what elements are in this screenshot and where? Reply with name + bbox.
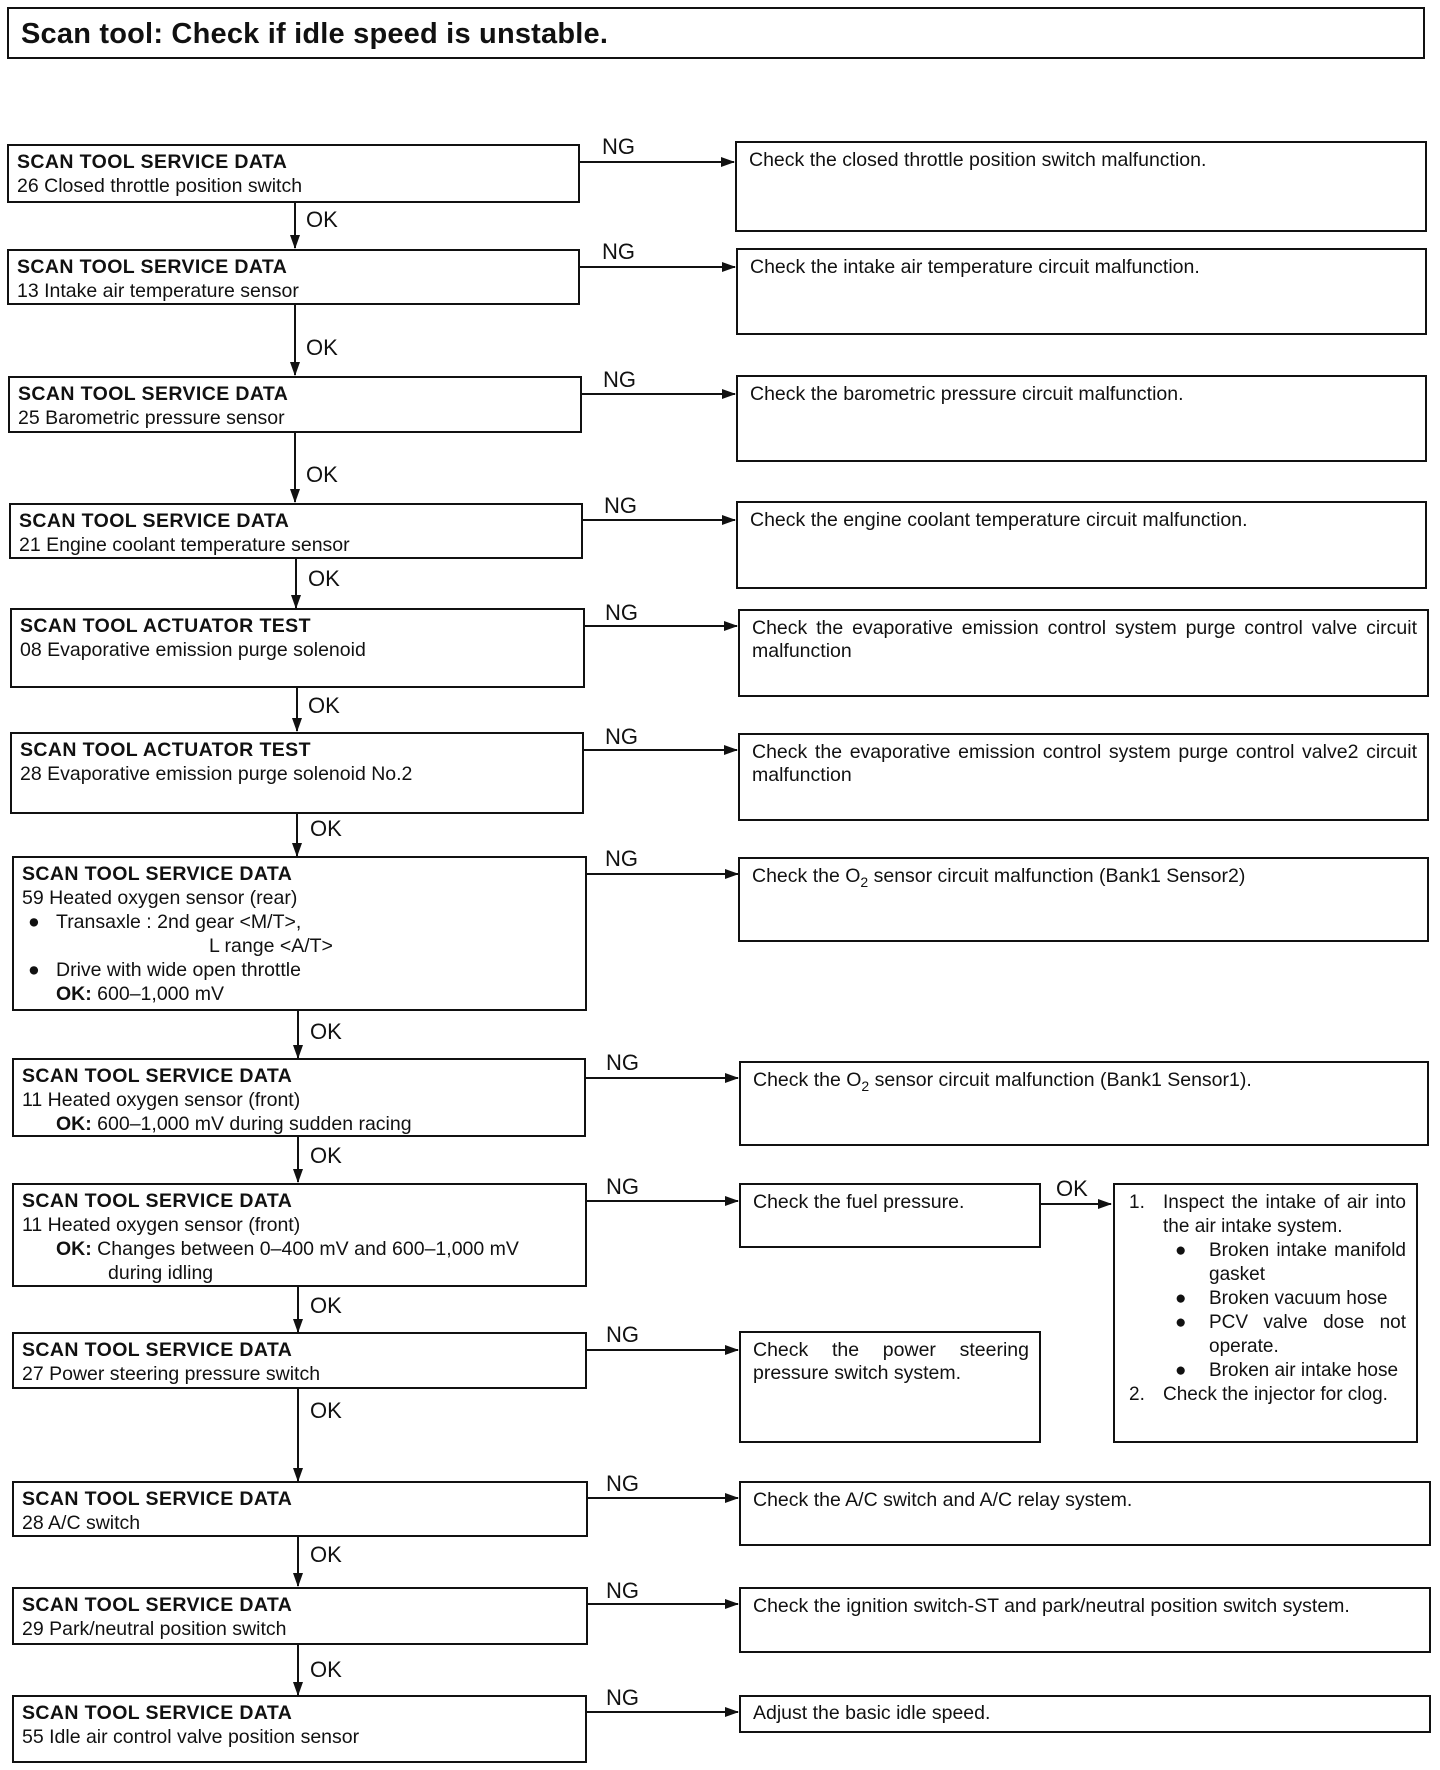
step-header: SCAN TOOL SERVICE DATA — [22, 1488, 293, 1510]
ng-label-8: NG — [606, 1050, 639, 1075]
fuel-ok-action-box — [1113, 1183, 1418, 1443]
result-text: Check the power steering pressure switch system. — [753, 1339, 1029, 1384]
bullet-item-continuation: L range <A/T> — [209, 935, 333, 957]
ok-criterion: OK: 600–1,000 mV during sudden racing — [56, 1113, 412, 1135]
ok-label-12: OK — [310, 1657, 342, 1682]
step-item: 29 Park/neutral position switch — [22, 1618, 287, 1640]
action-item-2: 2. Check the injector for clog. — [1129, 1384, 1388, 1405]
ok-label-2: OK — [306, 335, 338, 360]
bullet-dot-icon: ● — [1175, 1240, 1187, 1261]
step-box-8 — [12, 1058, 586, 1137]
bullet-dot-icon: ● — [1175, 1312, 1187, 1333]
step-item: 21 Engine coolant temperature sensor — [19, 534, 350, 556]
step-header: SCAN TOOL SERVICE DATA — [17, 151, 288, 173]
result-box-13 — [739, 1695, 1431, 1733]
ok-label-7: OK — [310, 1019, 342, 1044]
ok-label-10: OK — [310, 1398, 342, 1423]
result-box-5 — [738, 609, 1429, 697]
action-bullet: ● Broken vacuum hose — [1175, 1288, 1388, 1309]
result-box-7 — [738, 857, 1429, 942]
step-item: 13 Intake air temperature sensor — [17, 280, 299, 302]
result-box-9-fuel-pressure — [739, 1183, 1041, 1248]
ng-label-2: NG — [602, 239, 635, 264]
step-header: SCAN TOOL SERVICE DATA — [17, 256, 288, 278]
step-header: SCAN TOOL SERVICE DATA — [22, 1702, 293, 1724]
action-bullet: ● Broken intake manifold gasket — [1175, 1240, 1406, 1285]
step-box-11 — [12, 1481, 588, 1537]
action-item-1: 1. Inspect the intake of air into the air intake system. — [1129, 1192, 1406, 1237]
ng-label-4: NG — [604, 493, 637, 518]
result-box-1 — [735, 141, 1427, 232]
bullet-dot-icon: ● — [1175, 1288, 1187, 1309]
step-box-1 — [7, 144, 580, 203]
step-header: SCAN TOOL SERVICE DATA — [22, 863, 293, 885]
step-item: 08 Evaporative emission purge solenoid — [20, 639, 366, 661]
ok-label-3: OK — [306, 462, 338, 487]
result-text: Check the A/C switch and A/C relay system. — [753, 1489, 1133, 1511]
step-box-6 — [10, 732, 584, 814]
step-box-13 — [12, 1695, 587, 1763]
step-header: SCAN TOOL SERVICE DATA — [22, 1065, 293, 1087]
step-item: 59 Heated oxygen sensor (rear) — [22, 887, 298, 909]
bullet-dot-icon: ● — [28, 911, 40, 933]
step-item: 28 A/C switch — [22, 1512, 141, 1534]
step-box-5 — [10, 608, 585, 688]
bullet-item: ● Transaxle : 2nd gear <M/T>, — [28, 911, 302, 933]
step-item: 27 Power steering pressure switch — [22, 1363, 321, 1385]
ok-label-1: OK — [306, 207, 338, 232]
ng-label-3: NG — [603, 367, 636, 392]
ng-label-13: NG — [606, 1685, 639, 1710]
action-bullet: ● Broken air intake hose — [1175, 1360, 1399, 1381]
step-item: 26 Closed throttle position switch — [17, 175, 303, 197]
ok-label-6: OK — [310, 816, 342, 841]
step-item: 11 Heated oxygen sensor (front) — [22, 1214, 301, 1236]
ng-label-10: NG — [606, 1322, 639, 1347]
ng-label-5: NG — [605, 600, 638, 625]
result-text: Check the barometric pressure circuit malfunction. — [750, 383, 1184, 405]
result-text: Check the ignition switch-ST and park/neutral position switch system. — [753, 1595, 1350, 1617]
ok-label-fuel: OK — [1056, 1176, 1088, 1201]
step-header: SCAN TOOL SERVICE DATA — [18, 383, 289, 405]
result-box-11 — [739, 1481, 1431, 1546]
result-box-6 — [738, 733, 1429, 821]
step-box-3 — [8, 376, 582, 433]
result-box-12 — [739, 1587, 1431, 1653]
page-title: Scan tool: Check if idle speed is unstable. — [21, 18, 609, 50]
result-text: Check the closed throttle position switch malfunction. — [749, 149, 1207, 171]
ok-label-5: OK — [308, 693, 340, 718]
ng-label-9: NG — [606, 1174, 639, 1199]
result-box-10 — [739, 1331, 1041, 1443]
ok-criterion: OK: Changes between 0–400 mV and 600–1,000 mV — [56, 1238, 519, 1260]
result-text: Check the engine coolant temperature circuit malfunction. — [750, 509, 1248, 531]
result-box-4 — [736, 501, 1427, 589]
bullet-dot-icon: ● — [28, 959, 40, 981]
ng-label-1: NG — [602, 134, 635, 159]
bullet-dot-icon: ● — [1175, 1360, 1187, 1381]
step-box-2 — [7, 249, 580, 305]
result-text: Adjust the basic idle speed. — [753, 1702, 991, 1724]
step-header: SCAN TOOL SERVICE DATA — [19, 510, 290, 532]
step-item: 28 Evaporative emission purge solenoid No.2 — [20, 763, 413, 785]
ok-label-4: OK — [308, 566, 340, 591]
step-box-9 — [12, 1183, 587, 1287]
step-item: 55 Idle air control valve position sensor — [22, 1726, 360, 1748]
step-header: SCAN TOOL SERVICE DATA — [22, 1594, 293, 1616]
step-item: 11 Heated oxygen sensor (front) — [22, 1089, 301, 1111]
ok-label-9: OK — [310, 1293, 342, 1318]
result-text: Check the evaporative emission control system purge control valve2 circuit malfunction — [752, 741, 1417, 786]
step-header: SCAN TOOL ACTUATOR TEST — [20, 739, 311, 761]
step-item: 25 Barometric pressure sensor — [18, 407, 285, 429]
ok-criterion: OK: 600–1,000 mV — [56, 983, 225, 1005]
result-text: Check the intake air temperature circuit malfunction. — [750, 256, 1200, 278]
step-box-7 — [12, 856, 587, 1011]
step-header: SCAN TOOL SERVICE DATA — [22, 1190, 293, 1212]
ng-label-11: NG — [606, 1471, 639, 1496]
step-header: SCAN TOOL SERVICE DATA — [22, 1339, 293, 1361]
result-text: Check the fuel pressure. — [753, 1191, 965, 1213]
result-box-8 — [739, 1061, 1429, 1146]
step-box-12 — [12, 1587, 588, 1645]
step-box-10 — [12, 1332, 587, 1389]
step-box-4 — [9, 503, 583, 559]
result-box-3 — [736, 375, 1427, 462]
step-header: SCAN TOOL ACTUATOR TEST — [20, 615, 311, 637]
ng-label-6: NG — [605, 724, 638, 749]
result-text: Check the $O_2$ sensor circuit malfunction (Bank1 Sensor1). — [753, 1069, 1252, 1094]
result-text: Check the evaporative emission control system purge control valve circuit malfunction — [752, 617, 1417, 662]
ok-label-8: OK — [310, 1143, 342, 1168]
bullet-item: ● Drive with wide open throttle — [28, 959, 301, 981]
ng-label-7: NG — [605, 846, 638, 871]
result-text: Check the $O_2$ sensor circuit malfunction (Bank1 Sensor2) — [752, 865, 1246, 890]
ok-criterion-continuation: during idling — [108, 1262, 214, 1284]
ok-label-11: OK — [310, 1542, 342, 1567]
action-bullet: ● PCV valve dose not operate. — [1175, 1312, 1406, 1357]
ng-label-12: NG — [606, 1578, 639, 1603]
result-box-2 — [736, 248, 1427, 335]
